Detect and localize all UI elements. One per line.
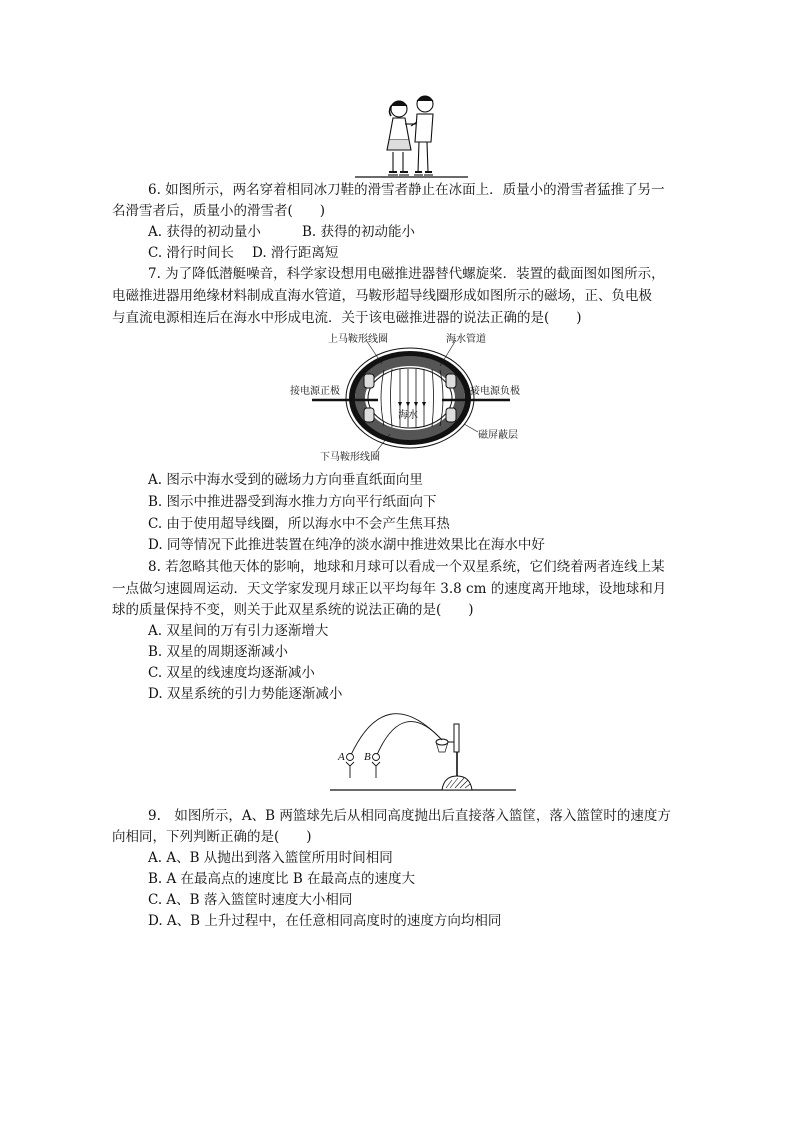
label-negative-terminal: 接电源负极 [470,386,520,397]
q8-stem-line1: 8. 若忽略其他天体的影响，地球和月球可以看成一个双星系统，它们绕着两者连线上某 [148,559,665,575]
coil-block-top-left [364,374,374,388]
trajectory-b [376,722,442,757]
q9-option-c: C. A、B 落入篮筐时速度大小相同 [148,892,353,908]
ball-a [347,754,354,761]
q6-option-b: B. 获得的初动能小 [302,224,416,240]
q9-stem-line2: 向相同，下列判断正确的是( ) [112,829,312,845]
q9-stem-line1: 9. 如图所示，A、B 两篮球先后从相同高度抛出后直接落入篮筐，落入篮筐时的速度方 [148,808,671,824]
small-skater [387,101,417,175]
skaters-figure [355,92,470,180]
backboard [454,724,459,752]
basketball-figure [330,700,520,794]
thrower-b [372,762,380,778]
q9-option-a: A. A、B 从抛出到落入篮筐所用时间相同 [148,850,393,866]
q6-stem-line2: 名滑雪者后，质量小的滑雪者( ) [112,203,326,219]
hoop-net [436,742,448,752]
q7-option-c: C. 由于使用超导线圈，所以海水中不会产生焦耳热 [148,516,450,532]
q7-stem-line1: 7. 为了降低潜艇噪音，科学家设想用电磁推进器替代螺旋桨．装置的截面图如图所示， [148,266,665,282]
q6-stem-line1: 6. 如图所示，两名穿着相同冰刀鞋的滑雪者静止在冰面上．质量小的滑雪者猛推了另一 [148,182,665,198]
q7-option-d: D. 同等情况下此推进装置在纯净的淡水湖中推进效果比在海水中好 [148,537,545,553]
q8-stem-line3: 球的质量保持不变，则关于此双星系统的说法正确的是( ) [112,602,474,618]
q8-option-c: C. 双星的线速度均逐渐减小 [148,665,315,681]
q6-option-a: A. 获得的初动量小 [148,224,261,240]
label-magnetic-shield: 磁屏蔽层 [478,430,518,441]
q7-option-b: B. 图示中推进器受到海水推力方向平行纸面向下 [148,494,437,510]
q7-option-a: A. 图示中海水受到的磁场力方向垂直纸面向里 [148,472,423,488]
q8-stem-line2: 一点做匀速圆周运动．天文学家发现月球正以平均每年 3.8 cm 的速度离开地球，设地球和月 [112,581,667,597]
label-top-coil: 上马鞍形线圈 [328,334,388,345]
coil-block-top-right [446,374,456,388]
label-positive-terminal: 接电源正极 [290,386,340,397]
q8-option-b: B. 双星的周期逐渐减小 [148,644,289,660]
label-b: B [364,751,371,763]
q7-stem-line2: 电磁推进器用绝缘材料制成直海水管道，马鞍形超导线圈形成如图所示的磁场，正、负电极 [112,288,652,304]
thrower-a [346,762,354,778]
coil-block-bottom-left [364,408,374,422]
large-skater [411,96,433,175]
label-a: A [338,751,345,763]
q9-option-b: B. A 在最高点的速度比 B 在最高点的速度大 [148,871,416,887]
q6-option-c: C. 滑行时间长 [148,245,234,261]
hoop-base [442,776,472,790]
q9-option-d: D. A、B 上升过程中，在任意相同高度时的速度方向均相同 [148,913,502,929]
q7-stem-line3: 与直流电源相连后在海水中形成电流．关于该电磁推进器的说法正确的是( ) [112,310,582,326]
thruster-figure [290,330,540,464]
label-seawater: 海水 [398,410,418,421]
coil-block-bottom-right [446,408,456,422]
label-bottom-coil: 下马鞍形线圈 [320,452,380,463]
q8-option-d: D. 双星系统的引力势能逐渐减小 [148,686,343,702]
q6-option-d: D. 滑行距离短 [252,245,339,261]
q8-option-a: A. 双星间的万有引力逐渐增大 [148,623,329,639]
ball-b [373,754,380,761]
label-seawater-pipe: 海水管道 [446,334,486,345]
